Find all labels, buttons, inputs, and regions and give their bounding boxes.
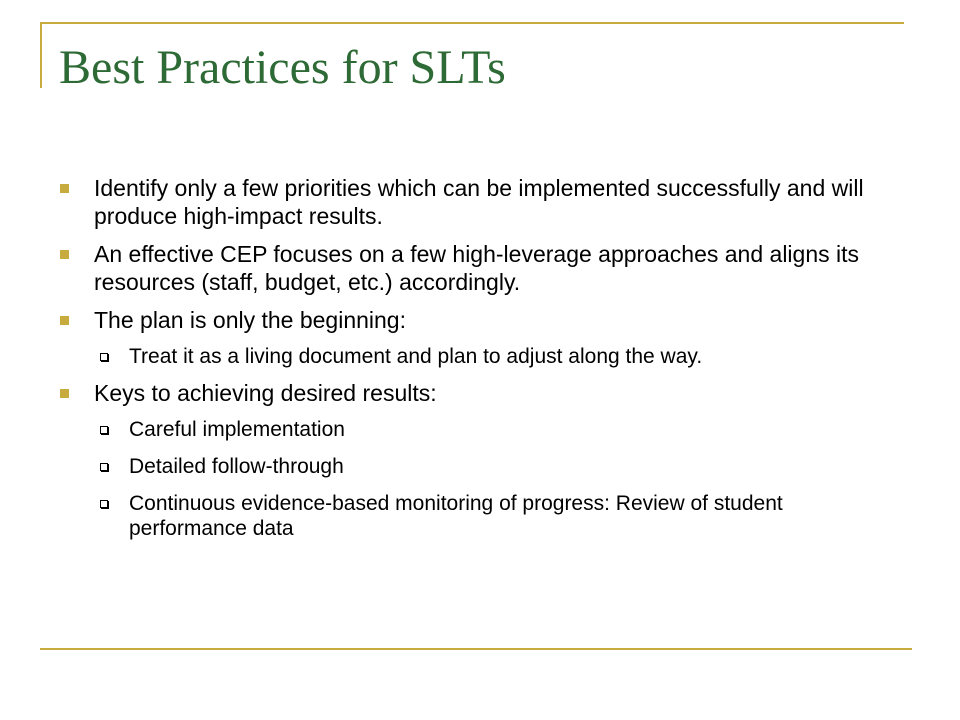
bullet-list: [60, 174, 900, 551]
square-bullet-icon: [60, 389, 69, 398]
sub-bullet-item: [93, 344, 900, 369]
sub-bullet-item: [93, 454, 900, 479]
bullet-item: [60, 379, 900, 541]
sub-bullet-text: Careful implementation: [129, 418, 345, 441]
frame-left-rule: [40, 22, 42, 88]
slide-title: Best Practices for SLTs: [59, 41, 506, 94]
frame-bottom-rule: [40, 648, 912, 650]
square-bullet-icon: [60, 316, 69, 325]
bullet-text: Keys to achieving desired results:: [94, 380, 437, 406]
sub-bullet-item: [93, 491, 900, 541]
bullet-text: The plan is only the beginning:: [94, 307, 406, 333]
sub-bullet-text: Treat it as a living document and plan to adjust along the way.: [129, 345, 703, 368]
sub-bullet-item: [93, 417, 900, 442]
bullet-item: [60, 174, 900, 230]
bullet-item: [60, 306, 900, 369]
frame-top-rule: [40, 22, 904, 24]
bullet-text: An effective CEP focuses on a few high-leverage approaches and aligns its resources (staff, budget, etc.) accordingly.: [94, 241, 860, 295]
checkbox-bullet-icon: [100, 426, 108, 434]
checkbox-bullet-icon: [100, 463, 108, 471]
bullet-text: Identify only a few priorities which can be implemented successfully and will produce high-impact results.: [94, 175, 864, 229]
square-bullet-icon: [60, 250, 69, 259]
square-bullet-icon: [60, 184, 69, 193]
sub-bullet-text: Detailed follow-through: [129, 455, 344, 478]
checkbox-bullet-icon: [100, 353, 108, 361]
checkbox-bullet-icon: [100, 500, 108, 508]
sub-bullet-list: [94, 417, 900, 541]
sub-bullet-text: Continuous evidence-based monitoring of progress: Review of student performance data: [129, 492, 783, 540]
sub-bullet-list: [94, 344, 900, 369]
bullet-item: [60, 240, 900, 296]
